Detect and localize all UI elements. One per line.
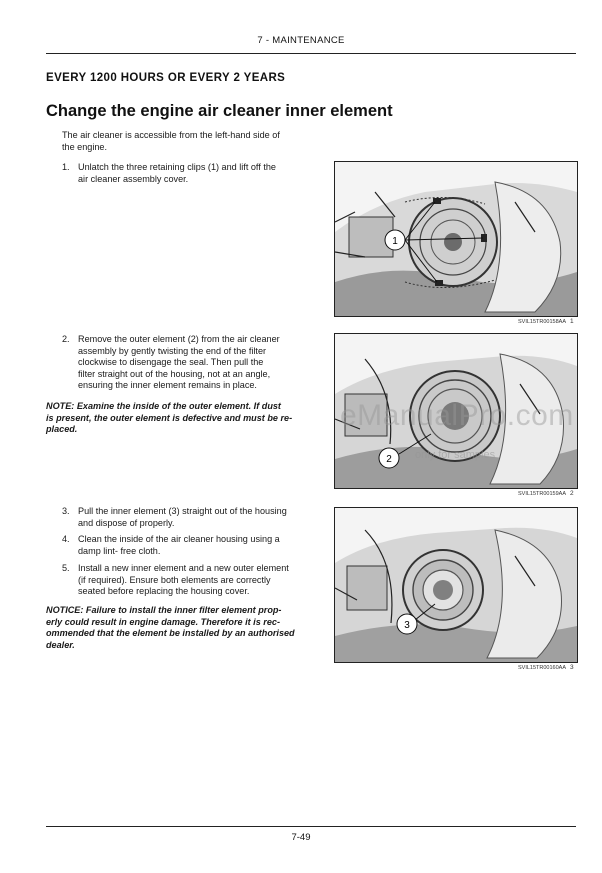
text-line: air cleaner assembly cover.: [78, 173, 189, 184]
procedure-title: Change the engine air cleaner inner element: [46, 102, 393, 120]
text-line: and dispose of properly.: [78, 517, 175, 528]
note-paragraph: [46, 401, 292, 436]
intro-paragraph: [62, 130, 280, 153]
text-line: ensuring the inner element remains in place.: [78, 380, 257, 390]
step-number: 3.: [62, 506, 70, 516]
figure-2-code: SVIL15TR00159AA: [518, 491, 567, 497]
text-line: Pull the inner element (3) straight out of the housing: [78, 506, 287, 516]
figure-1-code: SVIL15TR00158AA: [518, 319, 567, 325]
page-number: 7-49: [291, 832, 311, 843]
text-line: Unlatch the three retaining clips (1) and lift off the: [78, 162, 276, 172]
step-number: 4.: [62, 534, 70, 544]
step-1: [62, 162, 276, 185]
text-line: assembly by gently twisting the end of the filter: [78, 345, 267, 356]
header-rule: [46, 53, 576, 54]
text-line: is present, the outer element is defective and must be re-: [46, 412, 293, 423]
text-line: erly could result in engine damage. Therefore it is rec-: [46, 616, 280, 627]
text-line: Remove the outer element (2) from the air cleaner: [78, 334, 280, 344]
text-line: placed.: [46, 424, 78, 434]
figure-3-code: SVIL15TR00160AA: [518, 665, 567, 671]
figure-2-number: 2: [570, 490, 574, 497]
step-number: 5.: [62, 563, 70, 573]
figure-3-engine-photo: [334, 507, 578, 663]
figure-3-illustration: [335, 508, 577, 662]
text-line: damp lint- free cloth.: [78, 545, 161, 556]
text-line: the engine.: [62, 141, 108, 152]
figure-1-number: 1: [570, 318, 574, 325]
figure-1-engine-photo: [334, 161, 578, 317]
step-2: [62, 334, 280, 392]
step-4: [62, 534, 280, 557]
text-line: dealer.: [46, 639, 75, 650]
callout-3: 3: [404, 620, 410, 631]
watermark-main: eManualPro.com: [340, 399, 574, 432]
text-line: The air cleaner is accessible from the left-hand side of: [62, 130, 280, 140]
step-number: 2.: [62, 334, 70, 344]
callout-2: 2: [386, 454, 392, 465]
text-line: Install a new inner element and a new outer element: [78, 563, 289, 573]
callout-1: 1: [392, 236, 398, 247]
text-line: filter straight out of the housing, not at an angle,: [78, 368, 271, 379]
footer-rule: [46, 826, 576, 827]
text-line: (if required). Ensure both elements are correctly: [78, 574, 271, 585]
step-5: [62, 563, 289, 598]
text-line: Clean the inside of the air cleaner housing using a: [78, 534, 280, 544]
step-number: 1.: [62, 162, 70, 172]
text-line: seated before replacing the housing cover.: [78, 586, 250, 596]
figure-3-number: 3: [570, 664, 574, 671]
watermark-sub: only for samples: [415, 449, 496, 461]
section-header: 7 - MAINTENANCE: [257, 35, 345, 46]
text-line: NOTE: Examine the inside of the outer element. If dust: [46, 401, 281, 411]
maintenance-interval-heading: EVERY 1200 HOURS OR EVERY 2 YEARS: [46, 72, 286, 84]
text-line: clockwise to disengage the seal. Then pull the: [78, 357, 264, 367]
figure-1-illustration: [335, 162, 577, 316]
step-3: [62, 506, 287, 529]
notice-paragraph: [46, 605, 295, 651]
text-line: NOTICE: Failure to install the inner filter element prop-: [46, 605, 282, 615]
text-line: ommended that the element be installed by an authorised: [46, 628, 295, 638]
